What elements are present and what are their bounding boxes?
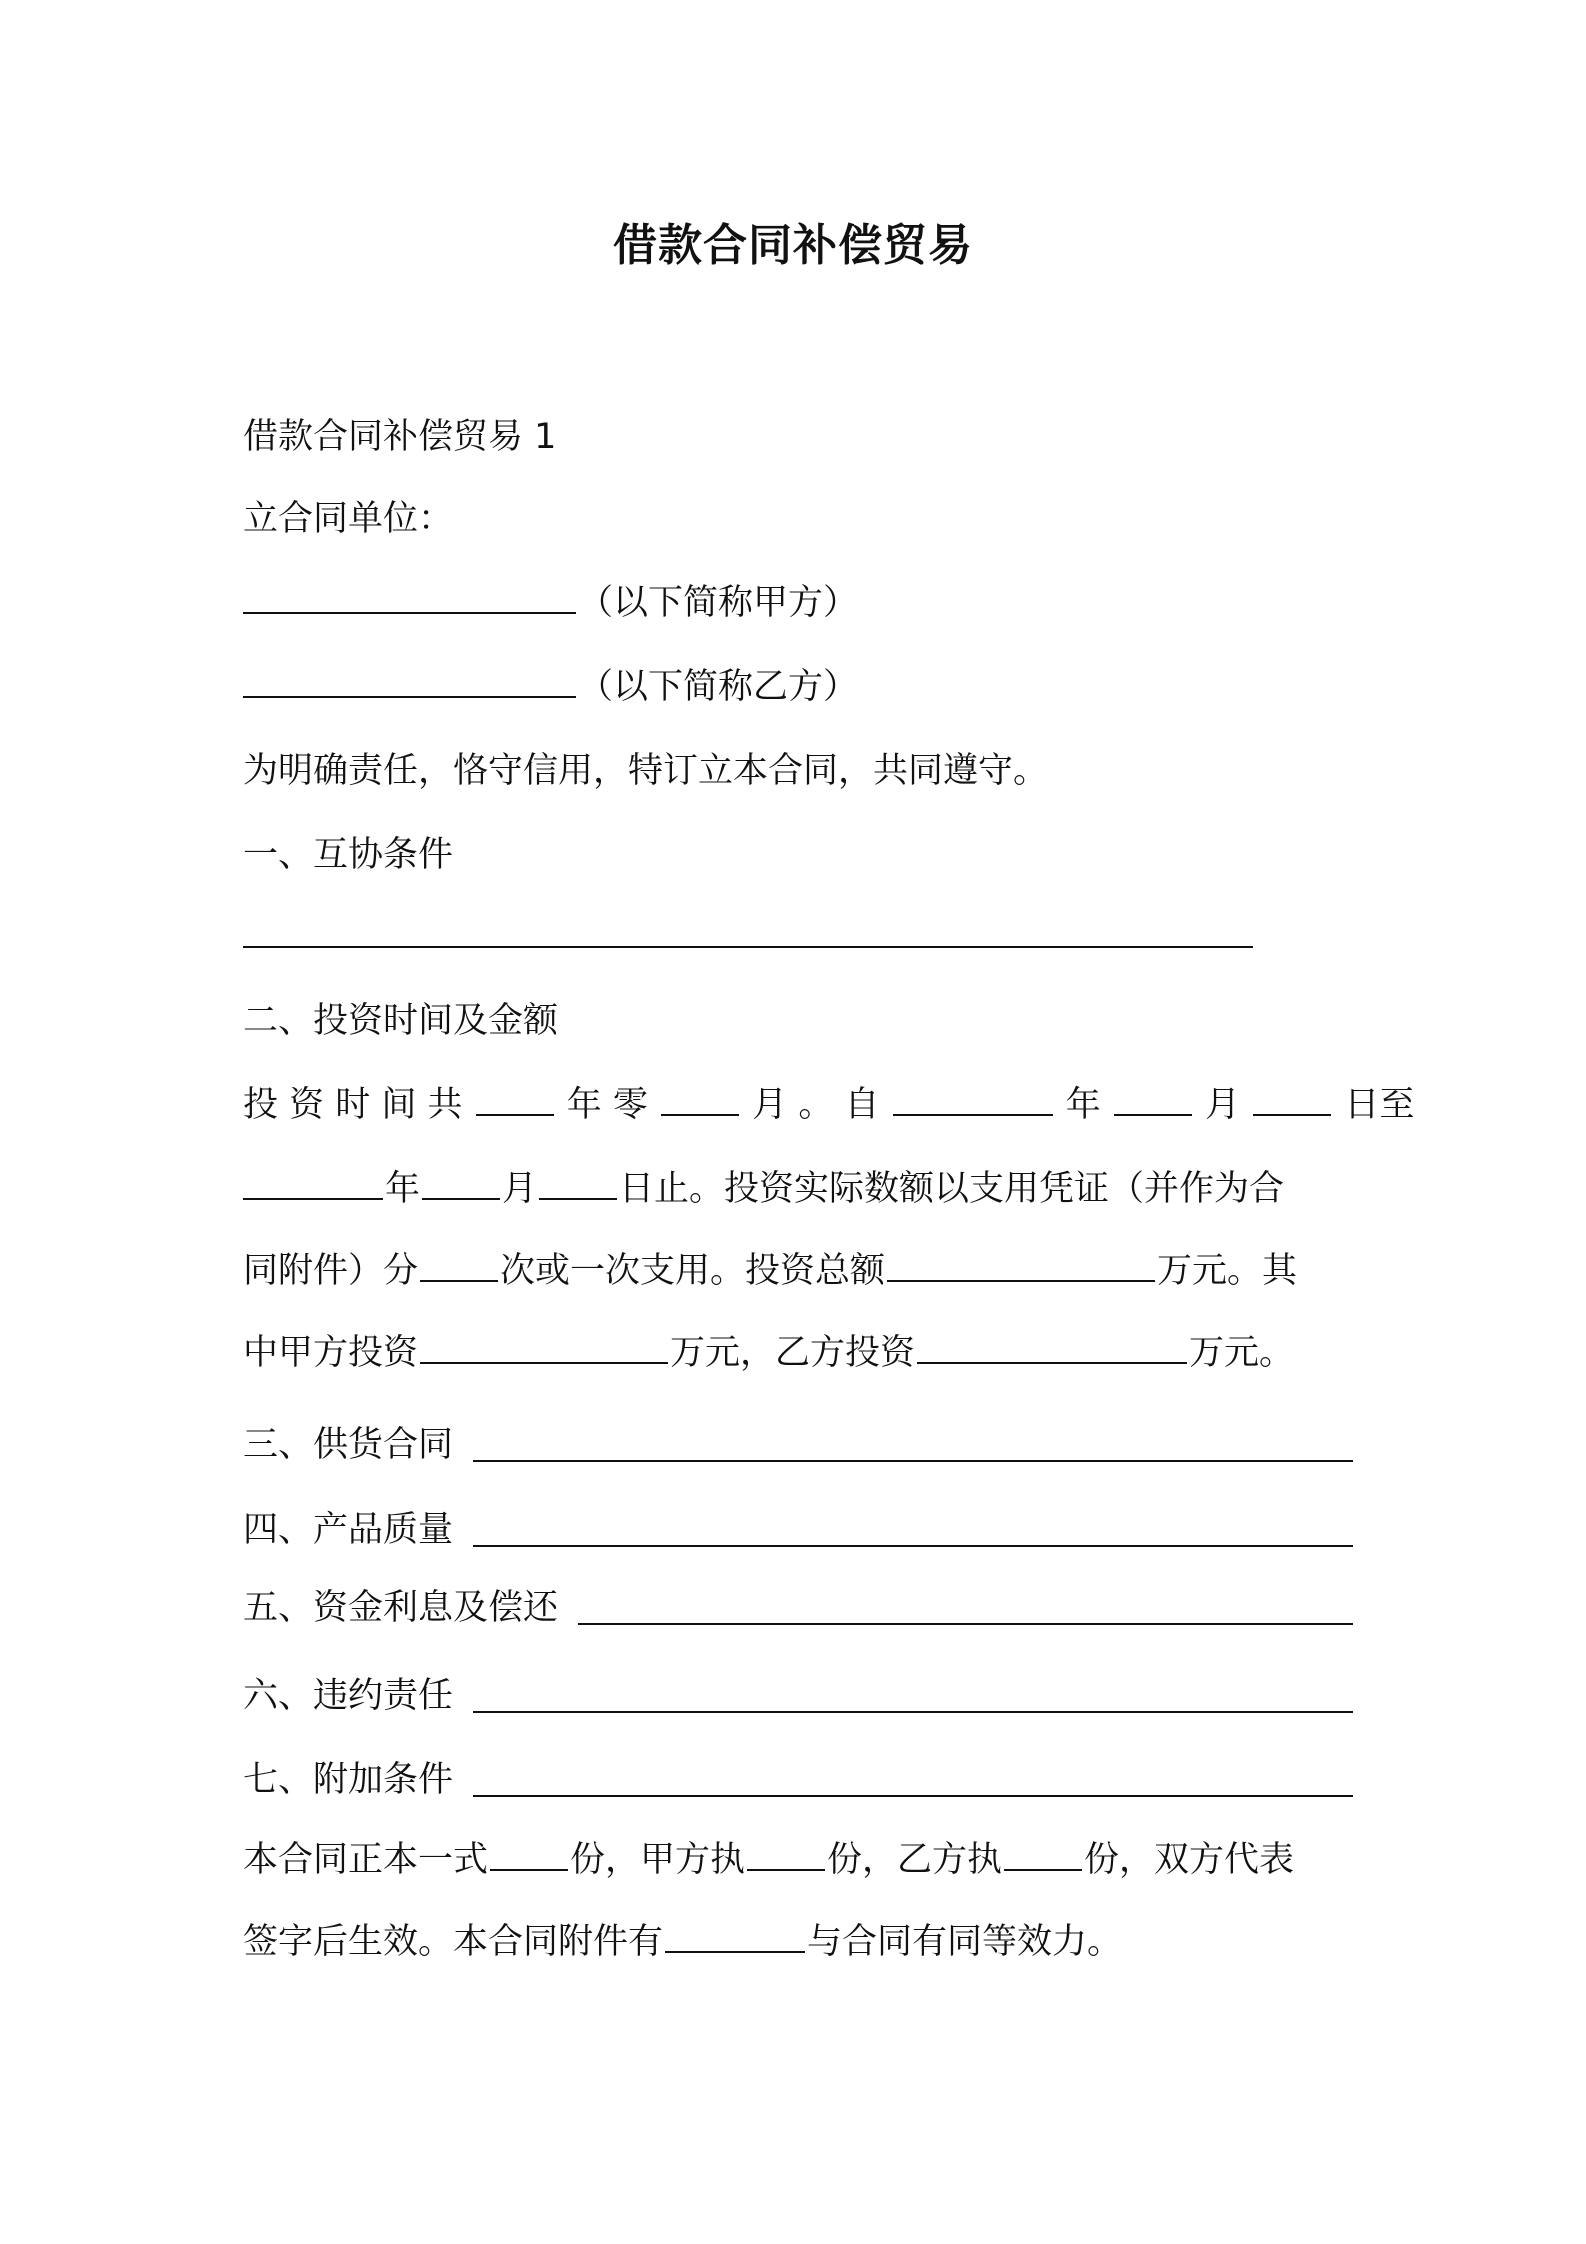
parties-heading: 立合同单位： (243, 499, 454, 539)
section3-heading: 三、供货合同 (243, 1425, 454, 1465)
section2-text: 日止。投资实际数额以支用凭证（并作为合 (619, 1169, 1285, 1209)
party-b-investment-blank[interactable] (917, 1328, 1187, 1364)
closing-line1 (243, 1835, 1353, 1885)
document-title: 借款合同补偿贸易 (613, 220, 973, 271)
section2-text: 月 (1205, 1085, 1241, 1125)
total-investment-blank[interactable] (887, 1246, 1155, 1282)
closing-text: 本合同正本一式 (243, 1840, 489, 1880)
section5-row (243, 1583, 1353, 1633)
start-month-blank[interactable] (1114, 1080, 1192, 1116)
party-a-line (243, 578, 1353, 628)
years-blank[interactable] (476, 1080, 554, 1116)
start-day-blank[interactable] (1253, 1080, 1331, 1116)
section2-text: 同附件）分 (243, 1251, 419, 1291)
party-a-suffix: （以下简称甲方） (578, 583, 859, 623)
party-b-blank[interactable] (243, 662, 576, 698)
section2-text: 投 资 时 间 共 (243, 1085, 463, 1125)
section5-blank[interactable] (578, 1589, 1353, 1625)
installments-blank[interactable] (420, 1246, 498, 1282)
section2-line3 (243, 1246, 1353, 1296)
document-subtitle: 借款合同补偿贸易 1 (243, 417, 557, 457)
section7-heading: 七、附加条件 (243, 1760, 454, 1800)
section6-heading: 六、违约责任 (243, 1676, 454, 1716)
section6-blank[interactable] (473, 1677, 1353, 1713)
section2-text: 月 (502, 1169, 538, 1209)
section2-text: 万元，乙方投资 (670, 1333, 916, 1373)
section2-line4 (243, 1328, 1353, 1378)
section4-blank[interactable] (473, 1511, 1353, 1547)
closing-text: 份，乙方执 (827, 1840, 1003, 1880)
section2-text: 年 (1065, 1085, 1101, 1125)
party-b-copies-blank[interactable] (1004, 1835, 1082, 1871)
closing-text: 与合同有同等效力。 (807, 1922, 1123, 1962)
section7-blank[interactable] (473, 1761, 1353, 1797)
closing-text: 份，甲方执 (570, 1840, 746, 1880)
closing-line2 (243, 1917, 1353, 1967)
end-month-blank[interactable] (422, 1164, 500, 1200)
section2-line2 (243, 1164, 1353, 1214)
closing-text: 签字后生效。本合同附件有 (243, 1922, 664, 1962)
start-year-blank[interactable] (893, 1080, 1053, 1116)
section2-text: 年 零 (566, 1085, 648, 1125)
party-b-line (243, 662, 1353, 712)
attachments-blank[interactable] (665, 1917, 805, 1953)
end-day-blank[interactable] (539, 1164, 617, 1200)
section4-heading: 四、产品质量 (243, 1510, 454, 1550)
section6-row (243, 1671, 1353, 1721)
section7-row (243, 1755, 1353, 1805)
section2-text: 日至 (1344, 1085, 1415, 1125)
section2-line1 (243, 1080, 1415, 1130)
section3-row (243, 1420, 1353, 1470)
section3-blank[interactable] (473, 1426, 1353, 1462)
section1-line (243, 912, 1353, 962)
party-b-suffix: （以下简称乙方） (578, 667, 859, 707)
section5-heading: 五、资金利息及偿还 (243, 1588, 559, 1628)
section2-text: 月 。 自 (752, 1085, 880, 1125)
section2-text: 中甲方投资 (243, 1333, 419, 1373)
copies-blank[interactable] (490, 1835, 568, 1871)
section2-heading: 二、投资时间及金额 (243, 1001, 559, 1041)
section4-row (243, 1505, 1353, 1555)
months-blank[interactable] (661, 1080, 739, 1116)
preamble: 为明确责任，恪守信用，特订立本合同，共同遵守。 (243, 751, 1049, 791)
party-a-investment-blank[interactable] (420, 1328, 668, 1364)
section2-text: 万元。其 (1157, 1251, 1298, 1291)
section1-heading: 一、互协条件 (243, 835, 454, 875)
section1-blank[interactable] (243, 912, 1253, 948)
section2-text: 次或一次支用。投资总额 (500, 1251, 886, 1291)
section2-text: 万元。 (1189, 1333, 1295, 1373)
closing-text: 份，双方代表 (1084, 1840, 1295, 1880)
party-a-copies-blank[interactable] (747, 1835, 825, 1871)
section2-text: 年 (385, 1169, 421, 1209)
end-year-blank[interactable] (243, 1164, 383, 1200)
party-a-blank[interactable] (243, 578, 576, 614)
